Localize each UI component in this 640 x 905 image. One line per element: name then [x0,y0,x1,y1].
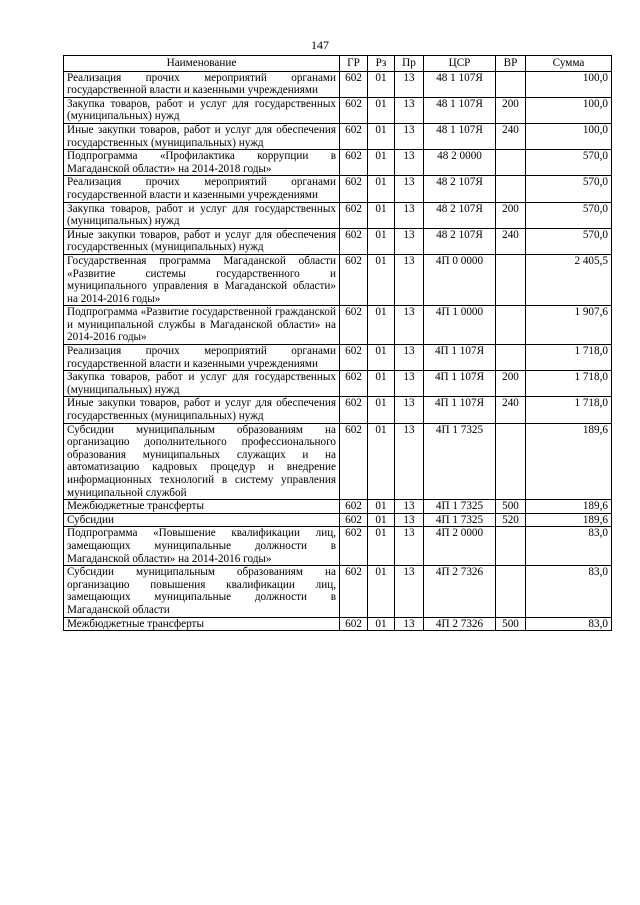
cell-csr: 48 1 107Я [424,71,496,97]
cell-name: Закупка товаров, работ и услуг для государственных (муниципальных) нужд [64,371,340,397]
cell-csr: 4П 1 0000 [424,306,496,345]
cell-vr [496,566,526,617]
cell-name: Реализация прочих мероприятий органами государственной власти и казенными учреждениями [64,71,340,97]
cell-pr: 13 [395,617,424,631]
cell-rz: 01 [368,371,395,397]
cell-csr: 4П 1 107Я [424,397,496,423]
cell-pr: 13 [395,500,424,514]
header-gr: ГР [340,56,368,72]
cell-rz: 01 [368,254,395,305]
table-row [64,617,612,631]
cell-sum: 570,0 [526,202,612,228]
cell-csr: 48 2 107Я [424,228,496,254]
table-row [64,176,612,202]
cell-vr [496,150,526,176]
cell-name: Межбюджетные трансферты [64,500,340,514]
cell-sum: 1 718,0 [526,371,612,397]
cell-pr: 13 [395,150,424,176]
table-row [64,228,612,254]
cell-vr [496,345,526,371]
table-row [64,397,612,423]
cell-rz: 01 [368,150,395,176]
table-row [64,123,612,149]
cell-csr: 4П 1 7325 [424,513,496,527]
cell-rz: 01 [368,527,395,566]
table-row [64,345,612,371]
cell-sum: 1 907,6 [526,306,612,345]
header-vr: ВР [496,56,526,72]
table-row [64,527,612,566]
header-sum: Сумма [526,56,612,72]
cell-pr: 13 [395,397,424,423]
cell-gr: 602 [340,566,368,617]
page-number: 147 [311,38,329,52]
cell-vr [496,423,526,500]
cell-gr: 602 [340,97,368,123]
cell-rz: 01 [368,423,395,500]
cell-name: Иные закупки товаров, работ и услуг для обеспечения государственных (муниципальных) нужд [64,123,340,149]
cell-rz: 01 [368,228,395,254]
cell-pr: 13 [395,202,424,228]
cell-vr: 240 [496,397,526,423]
cell-gr: 602 [340,345,368,371]
cell-pr: 13 [395,566,424,617]
header-row [64,56,612,72]
cell-vr: 500 [496,500,526,514]
cell-vr: 200 [496,97,526,123]
cell-rz: 01 [368,397,395,423]
cell-rz: 01 [368,566,395,617]
cell-sum: 570,0 [526,150,612,176]
cell-vr [496,71,526,97]
cell-vr: 200 [496,371,526,397]
cell-vr: 500 [496,617,526,631]
header-pr: Пр [395,56,424,72]
cell-vr: 240 [496,228,526,254]
cell-name: Подпрограмма «Профилактика коррупции в Магаданской области» на 2014-2018 годы» [64,150,340,176]
cell-sum: 189,6 [526,513,612,527]
cell-gr: 602 [340,176,368,202]
cell-sum: 570,0 [526,228,612,254]
table-body [64,71,612,631]
cell-rz: 01 [368,345,395,371]
cell-vr: 200 [496,202,526,228]
cell-csr: 4П 1 7325 [424,423,496,500]
header-csr: ЦСР [424,56,496,72]
table-row [64,71,612,97]
cell-name: Субсидии [64,513,340,527]
cell-name: Иные закупки товаров, работ и услуг для обеспечения государственных (муниципальных) нужд [64,397,340,423]
cell-pr: 13 [395,306,424,345]
table-header [64,56,612,72]
table-row [64,150,612,176]
cell-pr: 13 [395,371,424,397]
cell-rz: 01 [368,306,395,345]
cell-rz: 01 [368,513,395,527]
cell-rz: 01 [368,176,395,202]
cell-name: Подпрограмма «Повышение квалификации лиц, замещающих муниципальные должности в Магаданской области» на 2014-2016 годы» [64,527,340,566]
cell-pr: 13 [395,345,424,371]
header-rz: Рз [368,56,395,72]
cell-csr: 4П 2 0000 [424,527,496,566]
cell-csr: 48 2 107Я [424,202,496,228]
table-row [64,97,612,123]
cell-name: Субсидии муниципальным образованиям на организацию повышения квалификации лиц, замещающих муниципальные должности в Магаданской области [64,566,340,617]
cell-sum: 83,0 [526,566,612,617]
cell-sum: 2 405,5 [526,254,612,305]
table-row [64,306,612,345]
cell-name: Реализация прочих мероприятий органами государственной власти и казенными учреждениями [64,345,340,371]
cell-pr: 13 [395,176,424,202]
cell-pr: 13 [395,254,424,305]
cell-csr: 48 2 107Я [424,176,496,202]
cell-csr: 4П 2 7326 [424,617,496,631]
cell-gr: 602 [340,500,368,514]
cell-pr: 13 [395,513,424,527]
table-row [64,566,612,617]
cell-csr: 48 1 107Я [424,97,496,123]
cell-sum: 189,6 [526,423,612,500]
cell-pr: 13 [395,228,424,254]
cell-name: Реализация прочих мероприятий органами государственной власти и казенными учреждениями [64,176,340,202]
cell-csr: 4П 1 7325 [424,500,496,514]
cell-csr: 4П 1 107Я [424,371,496,397]
cell-gr: 602 [340,527,368,566]
cell-sum: 1 718,0 [526,397,612,423]
cell-pr: 13 [395,123,424,149]
cell-vr [496,527,526,566]
cell-gr: 602 [340,617,368,631]
table-row [64,500,612,514]
cell-vr: 240 [496,123,526,149]
cell-name: Подпрограмма «Развитие государственной гражданской и муниципальной службы в Магаданской области» на 2014-2016 годы» [64,306,340,345]
cell-sum: 570,0 [526,176,612,202]
table-row [64,371,612,397]
header-name: Наименование [64,56,340,72]
cell-pr: 13 [395,423,424,500]
cell-pr: 13 [395,97,424,123]
table-row [64,513,612,527]
cell-name: Иные закупки товаров, работ и услуг для обеспечения государственных (муниципальных) нужд [64,228,340,254]
cell-gr: 602 [340,371,368,397]
cell-name: Субсидии муниципальным образованиям на организацию дополнительного профессионального образования муниципальных служащих и на автоматизацию кадровых процедур и внедрение информационных технологий в систему управления муниципальной службой [64,423,340,500]
cell-csr: 48 1 107Я [424,123,496,149]
cell-sum: 83,0 [526,617,612,631]
cell-rz: 01 [368,71,395,97]
cell-gr: 602 [340,123,368,149]
cell-csr: 48 2 0000 [424,150,496,176]
cell-sum: 189,6 [526,500,612,514]
cell-rz: 01 [368,617,395,631]
cell-rz: 01 [368,97,395,123]
cell-rz: 01 [368,500,395,514]
cell-rz: 01 [368,202,395,228]
cell-gr: 602 [340,397,368,423]
cell-gr: 602 [340,306,368,345]
cell-vr [496,254,526,305]
table-row [64,254,612,305]
cell-sum: 100,0 [526,97,612,123]
cell-name: Закупка товаров, работ и услуг для государственных (муниципальных) нужд [64,202,340,228]
cell-rz: 01 [368,123,395,149]
cell-csr: 4П 1 107Я [424,345,496,371]
cell-csr: 4П 2 7326 [424,566,496,617]
table-row [64,423,612,500]
cell-csr: 4П 0 0000 [424,254,496,305]
cell-name: Межбюджетные трансферты [64,617,340,631]
cell-gr: 602 [340,150,368,176]
cell-sum: 83,0 [526,527,612,566]
cell-sum: 1 718,0 [526,345,612,371]
cell-name: Государственная программа Магаданской области «Развитие системы государственного и муниципального управления в Магаданской области» на 2014-2016 годы» [64,254,340,305]
budget-table [63,55,612,631]
table-row [64,202,612,228]
cell-gr: 602 [340,228,368,254]
cell-gr: 602 [340,202,368,228]
cell-name: Закупка товаров, работ и услуг для государственных (муниципальных) нужд [64,97,340,123]
cell-gr: 602 [340,423,368,500]
cell-gr: 602 [340,513,368,527]
cell-gr: 602 [340,254,368,305]
cell-gr: 602 [340,71,368,97]
cell-sum: 100,0 [526,123,612,149]
cell-pr: 13 [395,527,424,566]
cell-pr: 13 [395,71,424,97]
cell-vr [496,176,526,202]
cell-sum: 100,0 [526,71,612,97]
cell-vr [496,306,526,345]
cell-vr: 520 [496,513,526,527]
